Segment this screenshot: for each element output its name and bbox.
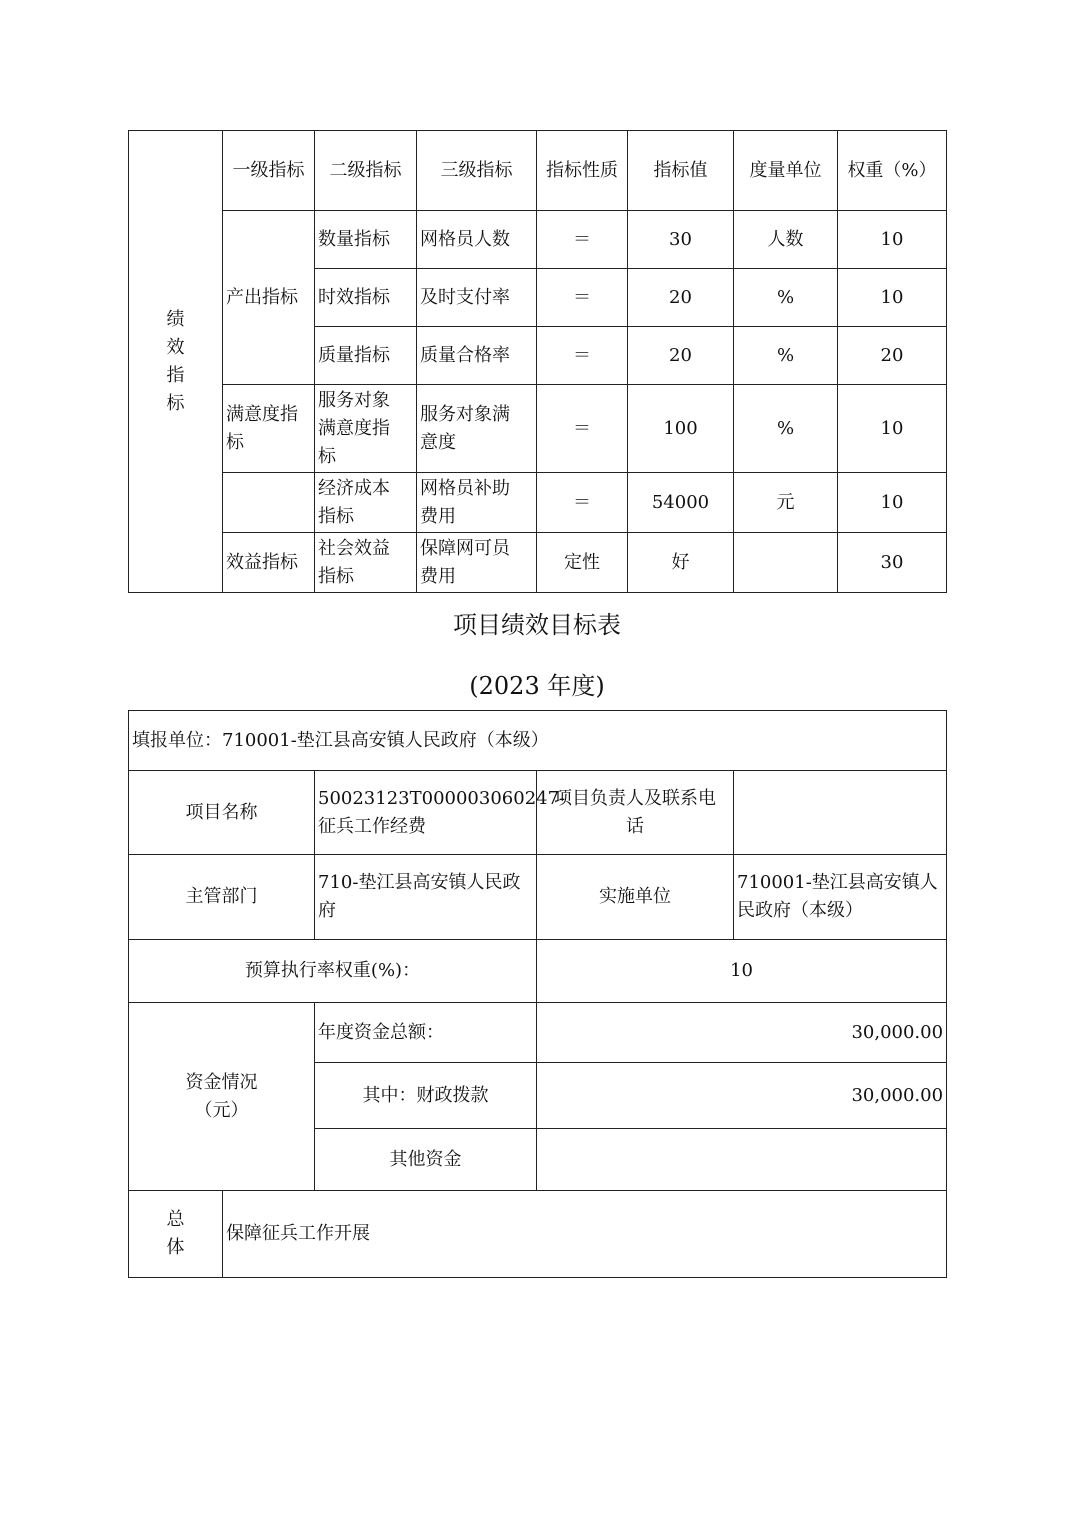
annual-total-value: 30,000.00: [537, 1003, 947, 1063]
benefit-indicator-label: 效益指标: [223, 533, 315, 593]
leader-label: 项目负责人及联系电 话: [537, 771, 734, 855]
fiscal-value: 30,000.00: [537, 1063, 947, 1129]
dept-label: 主管部门: [129, 855, 315, 940]
cell-l3: 及时支付率: [417, 269, 537, 327]
annual-total-label: 年度资金总额：: [315, 1003, 537, 1063]
cell-nature: 定性: [537, 533, 628, 593]
reporting-unit: 填报单位：710001-垫江县高安镇人民政府（本级）: [129, 711, 947, 771]
overall-label: 总 体: [129, 1191, 223, 1278]
perf-group-label: 绩 效 指 标: [129, 131, 223, 593]
project-name-label: 项目名称: [129, 771, 315, 855]
cell-weight: 30: [838, 533, 947, 593]
header-weight: 权重（%）: [838, 131, 947, 211]
header-unit: 度量单位: [734, 131, 838, 211]
table-row: [129, 533, 947, 593]
cell-value: 100: [628, 385, 734, 473]
cell-unit: %: [734, 385, 838, 473]
cell-weight: 10: [838, 385, 947, 473]
project-name-value: 50023123T000003060247- 征兵工作经费: [315, 771, 537, 855]
header-value: 指标值: [628, 131, 734, 211]
cell-nature: ＝: [537, 385, 628, 473]
cell-l2: 时效指标: [315, 269, 417, 327]
budget-weight-value: 10: [537, 940, 947, 1003]
cell-nature: ＝: [537, 473, 628, 533]
cell-l2: 质量指标: [315, 327, 417, 385]
table-row: [129, 211, 947, 269]
cell-l3: 质量合格率: [417, 327, 537, 385]
page-title: 项目绩效目标表: [453, 611, 621, 639]
impl-value: 710001-垫江县高安镇人 民政府（本级）: [734, 855, 947, 940]
page-subtitle: (2023 年度): [469, 672, 605, 700]
cell-value: 20: [628, 269, 734, 327]
table-row: [129, 385, 947, 473]
header-level3: 三级指标: [417, 131, 537, 211]
budget-weight-label: 预算执行率权重(%)：: [129, 940, 537, 1003]
cell-value: 好: [628, 533, 734, 593]
empty-cell: [223, 473, 315, 533]
cell-l3: 保障网可员 费用: [417, 533, 537, 593]
cell-l2: 数量指标: [315, 211, 417, 269]
cell-unit: 人数: [734, 211, 838, 269]
header-nature: 指标性质: [537, 131, 628, 211]
overall-value: 保障征兵工作开展: [223, 1191, 947, 1278]
cell-unit: %: [734, 269, 838, 327]
impl-label: 实施单位: [537, 855, 734, 940]
performance-indicator-table: [128, 130, 947, 593]
cell-l3: 服务对象满 意度: [417, 385, 537, 473]
cell-nature: ＝: [537, 269, 628, 327]
satisfaction-indicator-label: 满意度指 标: [223, 385, 315, 473]
funds-label: 资金情况 （元）: [129, 1003, 315, 1191]
cell-weight: 10: [838, 269, 947, 327]
project-target-form: [128, 710, 947, 1278]
cell-nature: ＝: [537, 327, 628, 385]
cell-weight: 10: [838, 473, 947, 533]
cell-value: 20: [628, 327, 734, 385]
cell-weight: 20: [838, 327, 947, 385]
cell-value: 54000: [628, 473, 734, 533]
cell-l3: 网格员补助 费用: [417, 473, 537, 533]
output-indicator-label: 产出指标: [223, 211, 315, 385]
dept-value: 710-垫江县高安镇人民政 府: [315, 855, 537, 940]
cell-value: 30: [628, 211, 734, 269]
table-row: [129, 473, 947, 533]
header-level1: 一级指标: [223, 131, 315, 211]
cell-weight: 10: [838, 211, 947, 269]
cell-nature: ＝: [537, 211, 628, 269]
cell-unit: %: [734, 327, 838, 385]
cell-l2: 服务对象 满意度指 标: [315, 385, 417, 473]
cell-unit: [734, 533, 838, 593]
other-funds-label: 其他资金: [315, 1129, 537, 1191]
leader-value: [734, 771, 947, 855]
cell-l2: 社会效益 指标: [315, 533, 417, 593]
cell-l2: 经济成本 指标: [315, 473, 417, 533]
fiscal-label: 其中：财政拨款: [315, 1063, 537, 1129]
cell-unit: 元: [734, 473, 838, 533]
cell-l3: 网格员人数: [417, 211, 537, 269]
header-level2: 二级指标: [315, 131, 417, 211]
other-funds-value: [537, 1129, 947, 1191]
